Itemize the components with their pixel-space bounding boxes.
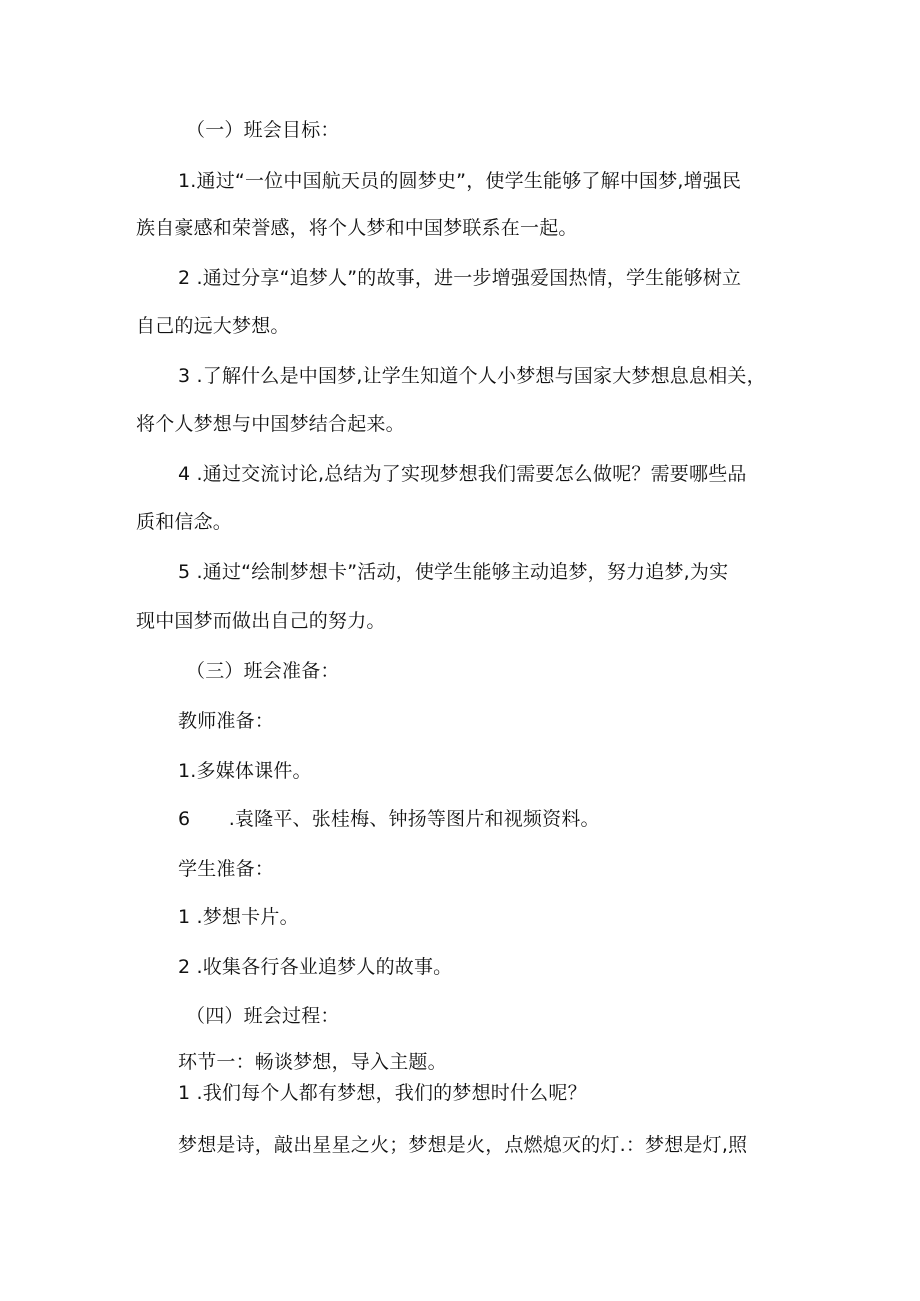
goal-3-line-1: 3 .了解什么是中国梦,让学生知道个人小梦想与国家大梦想息息相关，: [178, 365, 766, 387]
goal-5-line-1: 5 .通过“绘制梦想卡”活动，使学生能够主动追梦，努力追梦,为实: [178, 561, 729, 583]
process-step-1: 环节一：畅谈梦想，导入主题。: [178, 1051, 447, 1073]
student-prep-item-1: 1 .梦想卡片。: [178, 906, 299, 928]
teacher-prep-item-2: 6 .袁隆平、张桂梅、钟扬等图片和视频资料。: [178, 808, 600, 830]
goal-3-line-2: 将个人梦想与中国梦结合起来。: [136, 413, 405, 435]
goal-5-line-2: 现中国梦而做出自己的努力。: [136, 610, 386, 632]
teacher-prep-item-1: 1.多媒体课件。: [178, 760, 312, 782]
goal-1-line-1: 1.通过“一位中国航天员的圆梦史”，使学生能够了解中国梦,增强民: [178, 170, 742, 192]
process-paragraph-line: 梦想是诗，敲出星星之火；梦想是火，点燃熄灭的灯.：梦想是灯,照: [178, 1134, 748, 1156]
student-prep-item-2: 2 .收集各行各业追梦人的故事。: [178, 956, 453, 978]
goal-4-line-1: 4 .通过交流讨论,总结为了实现梦想我们需要怎么做呢？需要哪些品: [178, 463, 747, 485]
section-heading-goals: （一）班会目标：: [186, 119, 340, 141]
goal-2-line-1: 2 .通过分享“追梦人”的故事，进一步增强爱国热情，学生能够树立: [178, 267, 742, 289]
goal-4-line-2: 质和信念。: [136, 511, 233, 533]
goal-2-line-2: 自己的远大梦想。: [136, 315, 290, 337]
teacher-prep-label: 教师准备：: [178, 710, 275, 732]
section-heading-preparation: （三）班会准备：: [186, 660, 340, 682]
process-question-1: 1 .我们每个人都有梦想，我们的梦想时什么呢？: [178, 1082, 587, 1104]
student-prep-label: 学生准备：: [178, 858, 275, 880]
section-heading-process: （四）班会过程：: [186, 1005, 340, 1027]
goal-1-line-2: 族自豪感和荣誉感，将个人梦和中国梦联系在一起。: [136, 217, 578, 239]
